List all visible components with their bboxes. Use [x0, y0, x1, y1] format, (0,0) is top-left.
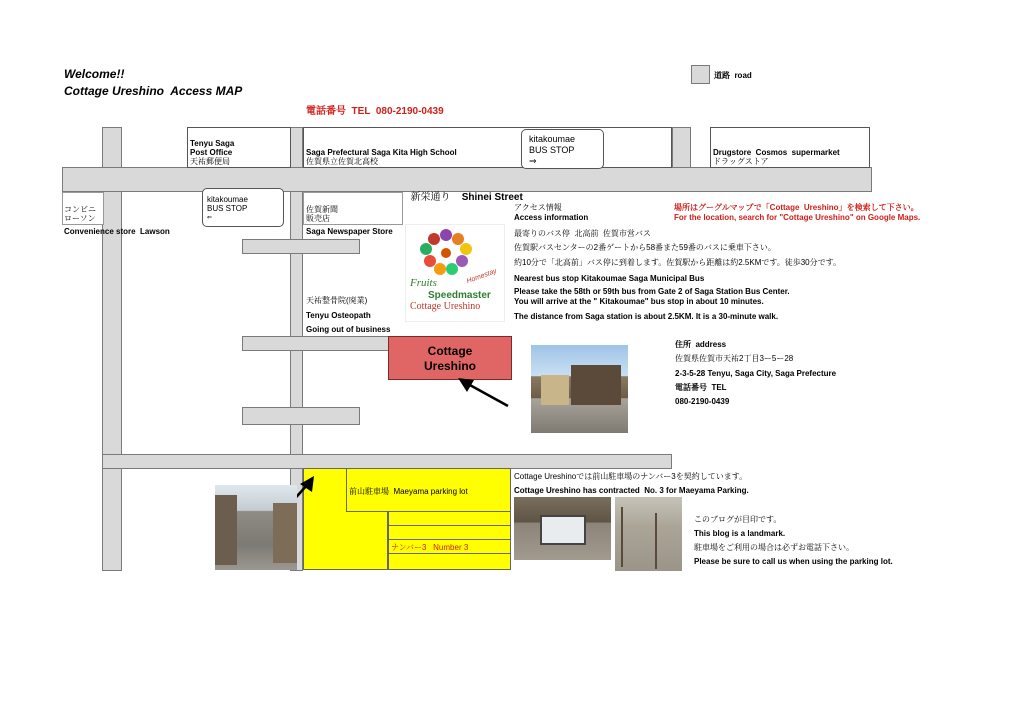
- newspaper-label-3: Saga Newspaper Store: [306, 227, 393, 236]
- road-side-2: [242, 336, 392, 351]
- high-school-label-1: Saga Prefectural Saga Kita High School: [306, 148, 457, 157]
- road-bottom-horizontal: [102, 454, 672, 469]
- conv-store-label-1: コンビニ: [64, 205, 96, 214]
- parking-lot-label: 前山駐車場 Maeyama parking lot: [349, 487, 468, 496]
- arrow-to-cottage-icon: [450, 370, 520, 415]
- cottage-label-1: Cottage: [427, 344, 473, 358]
- bus-stop-top-label-2: BUS STOP: [529, 145, 575, 155]
- conv-store-label-en: Convenience store Lawson: [64, 227, 170, 236]
- osteopath-label-3: Going out of business: [306, 325, 391, 334]
- drugstore-label-2: ドラッグストア: [713, 157, 769, 166]
- street-name-en: Shinei Street: [461, 192, 523, 203]
- street-photo: [215, 485, 297, 570]
- parking-number-label: ナンバー3 Number 3: [391, 543, 469, 552]
- cottage-label-2: Ureshino: [423, 359, 476, 373]
- page-title: Cottage Ureshino Access MAP: [64, 84, 243, 98]
- address-line-5: 080-2190-0439: [675, 397, 730, 406]
- bus-stop-left-label-1: kitakoumae: [207, 195, 248, 204]
- road-vertical-right-stub: [672, 127, 691, 168]
- parking-sign-photo: [514, 497, 611, 560]
- landmark-line-2: This blog is a landmark.: [694, 529, 786, 538]
- parking-info-en: Cottage Ureshino has contracted No. 3 for Maeyama Parking.: [514, 486, 749, 495]
- bus-stop-top-arrow: ⇒: [529, 156, 537, 166]
- road-side-1: [242, 239, 360, 254]
- house-photo: [531, 345, 628, 433]
- road-side-3: [242, 407, 360, 425]
- access-line-5: Please take the 58th or 59th bus from Gate 2 of Saga Station Bus Center.: [514, 287, 790, 296]
- access-line-6: You will arrive at the " Kitakoumae" bus stop in about 10 minutes.: [514, 297, 764, 306]
- parking-info-ja: Cottage Ureshinoでは前山駐車場のナンバー3を契約しています。: [514, 472, 748, 481]
- conv-store-label-2: ローソン: [64, 214, 96, 223]
- google-note-ja: 場所はグーグルマップで「Cottage Ureshino」を検索して下さい。: [674, 203, 919, 212]
- access-heading-en: Access information: [514, 213, 589, 222]
- logo-speedmaster: Speedmaster: [428, 290, 491, 301]
- post-office-label-2: Post Office: [190, 148, 233, 157]
- bus-stop-left-label-2: BUS STOP: [207, 204, 248, 213]
- road-vertical-left: [102, 127, 122, 571]
- google-note-en: For the location, search for "Cottage Ureshino" on Google Maps.: [674, 213, 921, 222]
- access-line-2: 佐賀駅バスセンターの2番ゲートから58番また59番のバスに乗車下さい。: [514, 243, 776, 252]
- address-line-1: 住所 address: [675, 340, 727, 349]
- landmark-line-3: 駐車場をご利用の場合は必ずお電話下さい。: [694, 543, 854, 552]
- newspaper-label-2: 販売店: [306, 214, 330, 223]
- street-name-ja: 新栄通り: [410, 192, 451, 203]
- phone-header: 電話番号 TEL 080-2190-0439: [306, 106, 444, 117]
- landmark-line-1: このブログが目印です。: [694, 515, 782, 524]
- parking-slot-4: [388, 553, 511, 570]
- welcome-text: Welcome!!: [64, 67, 125, 81]
- logo-fruits: Fruits: [410, 277, 437, 289]
- osteopath-label-1: 天祐整骨院(廃業): [306, 296, 368, 305]
- address-line-3: 2-3-5-28 Tenyu, Saga City, Saga Prefecture: [675, 369, 837, 378]
- legend-road-label: 道路 road: [714, 71, 752, 80]
- logo-cottage: Cottage Ureshino: [410, 301, 481, 312]
- access-line-1: 最寄りのバス停 北高前 佐賀市営バス: [514, 229, 651, 238]
- osteopath-label-2: Tenyu Osteopath: [306, 311, 371, 320]
- high-school-label-2: 佐賀県立佐賀北高校: [306, 157, 378, 166]
- street-name: [405, 177, 523, 203]
- access-heading-ja: アクセス情報: [514, 203, 562, 212]
- address-line-4: 電話番号 TEL: [675, 383, 727, 392]
- bus-stop-left-arrow: ⇐: [207, 215, 213, 221]
- landmark-line-4: Please be sure to call us when using the parking lot.: [694, 557, 893, 566]
- parking-lot-photo: [615, 497, 682, 571]
- post-office-label-3: 天祐郵便局: [190, 157, 230, 166]
- drugstore-label-1: Drugstore Cosmos supermarket: [713, 148, 840, 157]
- post-office-label-1: Tenyu Saga: [190, 139, 235, 148]
- parking-slot-1: [388, 511, 511, 526]
- access-line-7: The distance from Saga station is about 2.5KM. It is a 30-minute walk.: [514, 312, 779, 321]
- bus-stop-top-label-1: kitakoumae: [529, 134, 576, 144]
- access-line-3: 約10分で「北高前」バス停に到着します。佐賀駅から距離は約2.5KMです。徒歩30分です。: [514, 258, 841, 267]
- legend-road-swatch: [691, 65, 710, 84]
- access-line-4: Nearest bus stop Kitakoumae Saga Municipal Bus: [514, 274, 705, 283]
- newspaper-label-1: 佐賀新聞: [306, 205, 338, 214]
- address-line-2: 佐賀県佐賀市天祐2丁目3ー5ー28: [675, 354, 794, 363]
- logo-homestay: Homestay: [465, 267, 498, 286]
- parking-slot-2: [388, 525, 511, 540]
- cottage-logo: [405, 224, 505, 322]
